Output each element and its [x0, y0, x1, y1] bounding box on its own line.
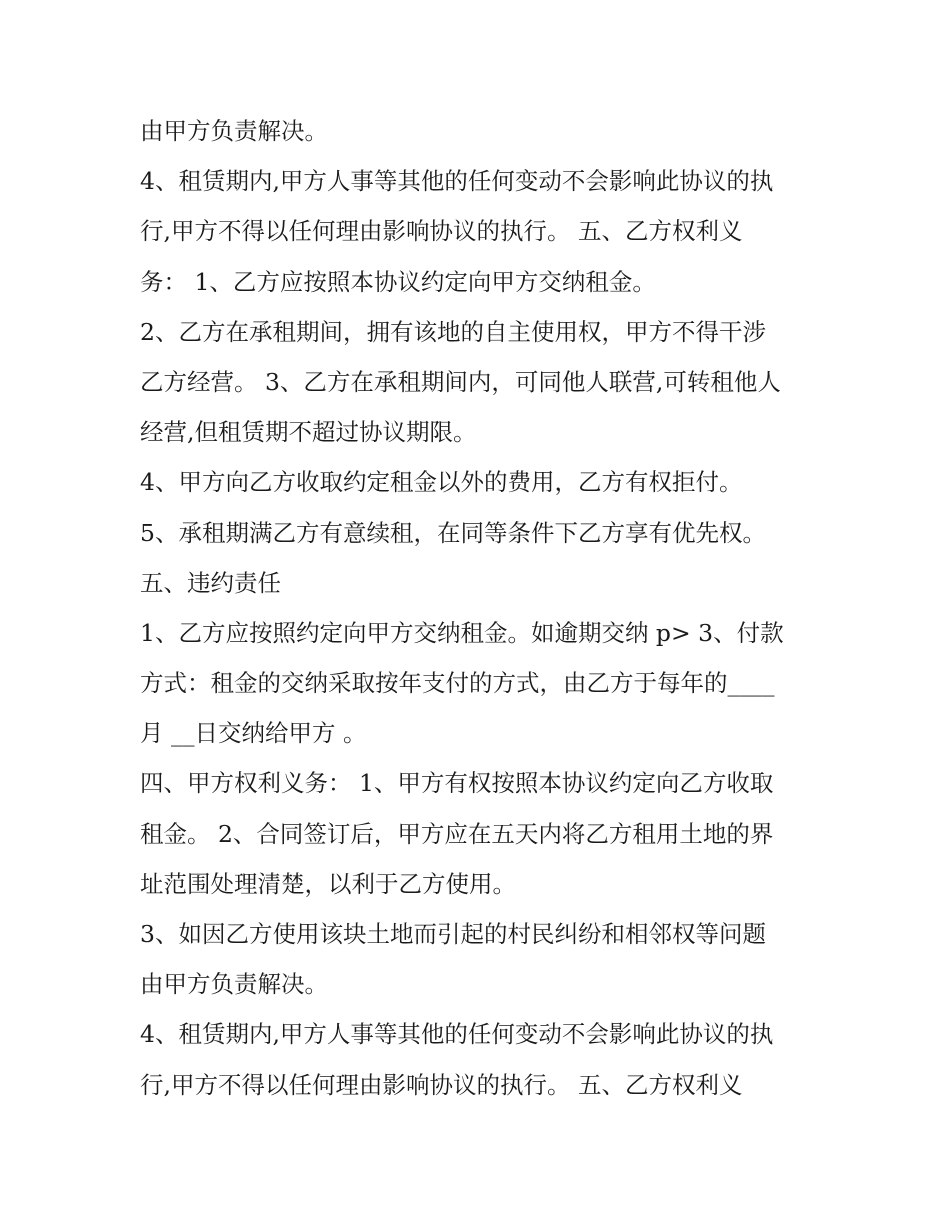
text-line: 租金。 2、合同签订后，甲方应在五天内将乙方租用土地的界 — [140, 819, 774, 848]
text-line: 由甲方负责解决。 — [140, 970, 328, 999]
text-line: 月 __日交纳给甲方 。 — [140, 719, 367, 748]
section-heading: 五、违约责任 — [140, 568, 281, 597]
text-line: 2、乙方在承租期间，拥有该地的自主使用权，甲方不得干涉 — [140, 317, 766, 346]
text-line: 4、甲方向乙方收取约定租金以外的费用，乙方有权拒付。 — [140, 468, 743, 497]
text-line: 乙方经营。 3、乙方在承租期间内，可同他人联营,可转租他人 — [140, 367, 781, 396]
text-line: 1、乙方应按照约定向甲方交纳租金。如逾期交纳 p> 3、付款 — [140, 618, 784, 647]
text-line: 经营,但租赁期不超过协议期限。 — [140, 418, 477, 447]
text-line: 址范围处理清楚，以利于乙方使用。 — [140, 869, 516, 898]
text-line: 由甲方负责解决。 — [140, 117, 328, 145]
text-line: 四、甲方权利义务： 1、甲方有权按照本协议约定向乙方收取 — [140, 769, 774, 798]
document-body — [140, 106, 820, 1110]
text-line: 3、如因乙方使用该块土地而引起的村民纠纷和相邻权等问题 — [140, 920, 766, 948]
text-line: 行,甲方不得以任何理由影响协议的执行。 五、乙方权利义 — [140, 1070, 743, 1099]
text-line: 行,甲方不得以任何理由影响协议的执行。 五、乙方权利义 — [140, 217, 743, 246]
text-line: 务： 1、乙方应按照本协议约定向甲方交纳租金。 — [140, 267, 656, 296]
text-line: 4、租赁期内,甲方人事等其他的任何变动不会影响此协议的执 — [140, 1020, 774, 1049]
text-line: 方式：租金的交纳采取按年支付的方式，由乙方于每年的____ — [140, 669, 775, 698]
text-line: 4、租赁期内,甲方人事等其他的任何变动不会影响此协议的执 — [140, 167, 774, 196]
text-line: 5、承租期满乙方有意续租，在同等条件下乙方享有优先权。 — [140, 518, 766, 547]
